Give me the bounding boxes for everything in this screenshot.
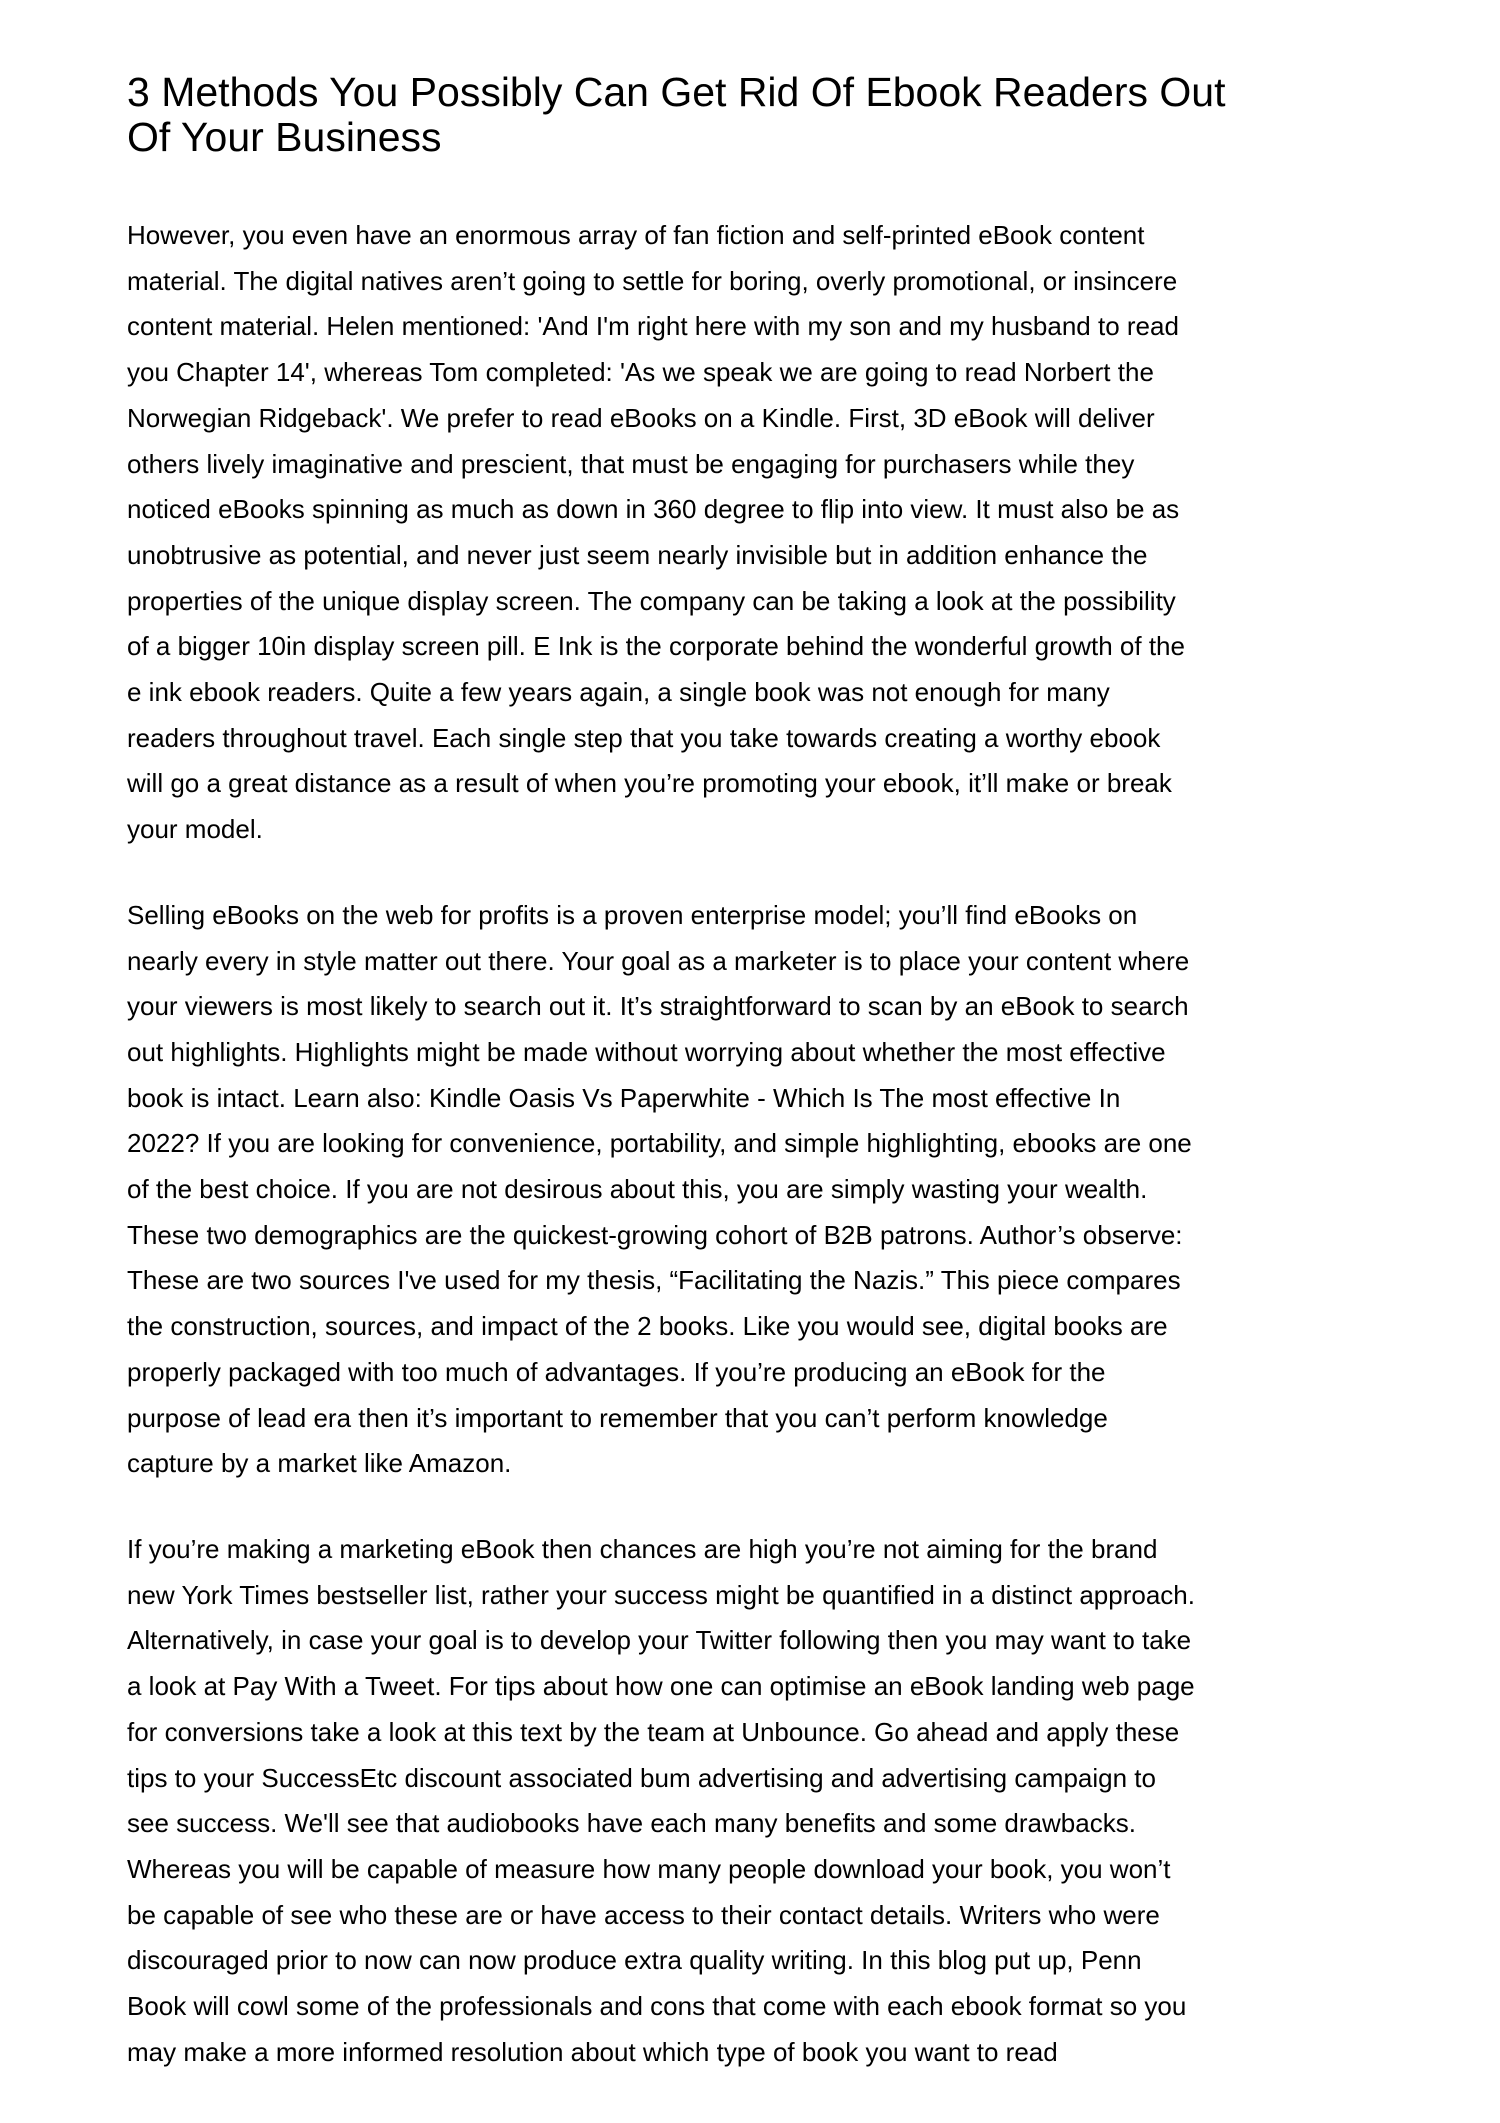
text-line: noticed eBooks spinning as much as down in 360 degree to flip into view. It must also be as [127,494,1180,525]
text-line: you Chapter 14', whereas Tom completed: 'As we speak we are going to read Norbert the [127,357,1154,388]
text-line: others lively imaginative and prescient, that must be engaging for purchasers while they [127,448,1135,479]
text-line: will go a great distance as a result of when you’re promoting your ebook, it’ll make or break [127,768,1172,799]
text-line: a look at Pay With a Tweet. For tips about how one can optimise an eBook landing web page [127,1671,1195,1702]
text-line: discouraged prior to now can now produce extra quality writing. In this blog put up, Penn [127,1945,1142,1976]
paragraph-2 [127,893,1417,1487]
text-line: the construction, sources, and impact of the 2 books. Like you would see, digital books are [127,1311,1168,1342]
text-line: These two demographics are the quickest-growing cohort of B2B patrons. Author’s observe: [127,1219,1183,1250]
text-line: capture by a market like Amazon. [127,1448,512,1479]
text-line: These are two sources I've used for my thesis, “Facilitating the Nazis.” This piece compares [127,1265,1181,1296]
document-body [127,213,1417,2075]
document-title [127,70,1417,160]
text-line: unobtrusive as potential, and never just seem nearly invisible but in addition enhance the [127,539,1148,570]
title-line: Of Your Business [127,114,442,160]
text-line: of the best choice. If you are not desirous about this, you are simply wasting your wealth. [127,1174,1148,1205]
text-line: Book will cowl some of the professionals and cons that come with each ebook format so you [127,1991,1187,2022]
text-line: of a bigger 10in display screen pill. E Ink is the corporate behind the wonderful growth of the [127,631,1185,662]
text-line: purpose of lead era then it’s important to remember that you can’t perform knowledge [127,1402,1108,1433]
text-line: Alternatively, in case your goal is to develop your Twitter following then you may want to take [127,1625,1192,1656]
text-line: properly packaged with too much of advantages. If you’re producing an eBook for the [127,1356,1106,1387]
text-line: 2022? If you are looking for convenience, portability, and simple highlighting, ebooks are one [127,1128,1192,1159]
text-line: properties of the unique display screen. The company can be taking a look at the possibility [127,585,1176,616]
text-line: Selling eBooks on the web for profits is a proven enterprise model; you’ll find eBooks on [127,899,1138,930]
text-line: However, you even have an enormous array of fan fiction and self-printed eBook content [127,220,1145,250]
paragraph-1 [127,213,1417,853]
text-line: material. The digital natives aren’t going to settle for boring, overly promotional, or insincere [127,265,1178,296]
text-line: e ink ebook readers. Quite a few years again, a single book was not enough for many [127,677,1110,708]
text-line: your model. [127,814,263,845]
text-line: new York Times bestseller list, rather your success might be quantified in a distinct approach. [127,1579,1195,1610]
text-line: be capable of see who these are or have access to their contact details. Writers who were [127,1899,1160,1930]
text-line: may make a more informed resolution about which type of book you want to read [127,2036,1058,2067]
text-line: content material. Helen mentioned: 'And I'm right here with my son and my husband to read [127,311,1179,342]
text-line: Whereas you will be capable of measure how many people download your book, you won’t [127,1853,1171,1884]
text-line: see success. We'll see that audiobooks have each many benefits and some drawbacks. [127,1808,1136,1839]
document-page [127,70,1417,2115]
text-line: If you’re making a marketing eBook then chances are high you’re not aiming for the brand [127,1533,1158,1564]
text-line: out highlights. Highlights might be made without worrying about whether the most effective [127,1036,1166,1067]
text-line: for conversions take a look at this text by the team at Unbounce. Go ahead and apply these [127,1716,1180,1747]
text-line: Norwegian Ridgeback'. We prefer to read eBooks on a Kindle. First, 3D eBook will deliver [127,402,1155,433]
title-line: 3 Methods You Possibly Can Get Rid Of Ebook Readers Out [127,69,1226,115]
paragraph-3 [127,1527,1417,2075]
text-line: your viewers is most likely to search out it. It’s straightforward to scan by an eBook to search [127,991,1189,1022]
text-line: readers throughout travel. Each single step that you take towards creating a worthy ebook [127,722,1161,753]
text-line: book is intact. Learn also: Kindle Oasis Vs Paperwhite - Which Is The most effective In [127,1082,1121,1113]
text-line: tips to your SuccessEtc discount associated bum advertising and advertising campaign to [127,1762,1156,1793]
text-line: nearly every in style matter out there. Your goal as a marketer is to place your content where [127,945,1190,976]
